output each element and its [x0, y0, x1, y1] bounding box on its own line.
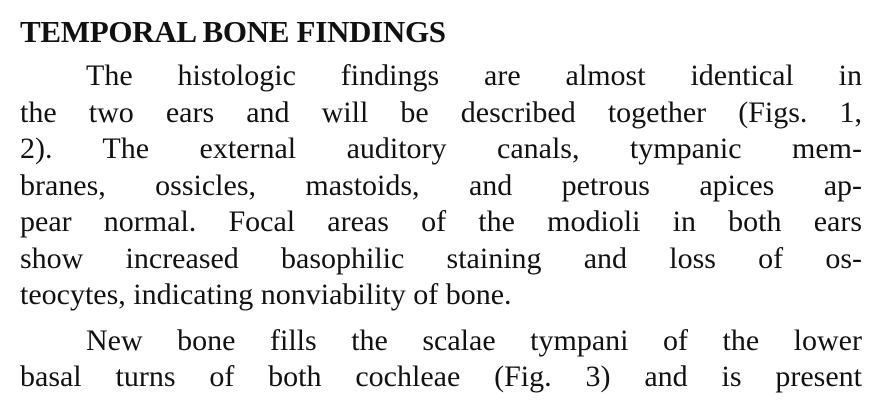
text-line: pear normal. Focal areas of the modioli in both ears	[20, 205, 862, 238]
text-line: basal turns of both cochleae (Fig. 3) and is present	[20, 360, 862, 393]
document-page	[20, 14, 862, 396]
text-line: 2). The external auditory canals, tympanic mem-	[20, 132, 862, 165]
text-line: branes, ossicles, mastoids, and petrous apices ap-	[20, 168, 862, 202]
text-line: New bone fills the scalae tympani of the lower	[86, 323, 862, 357]
text-line: teocytes, indicating nonviability of bone.	[20, 278, 512, 311]
paragraph-2	[20, 323, 862, 396]
text-line: the two ears and will be described together (Figs. 1,	[20, 95, 862, 129]
text-line: The histologic findings are almost identical in	[86, 59, 862, 92]
text-line: show increased basophilic staining and loss of os-	[20, 241, 862, 275]
section-heading: TEMPORAL BONE FINDINGS	[20, 14, 446, 49]
paragraph-1	[20, 58, 862, 314]
